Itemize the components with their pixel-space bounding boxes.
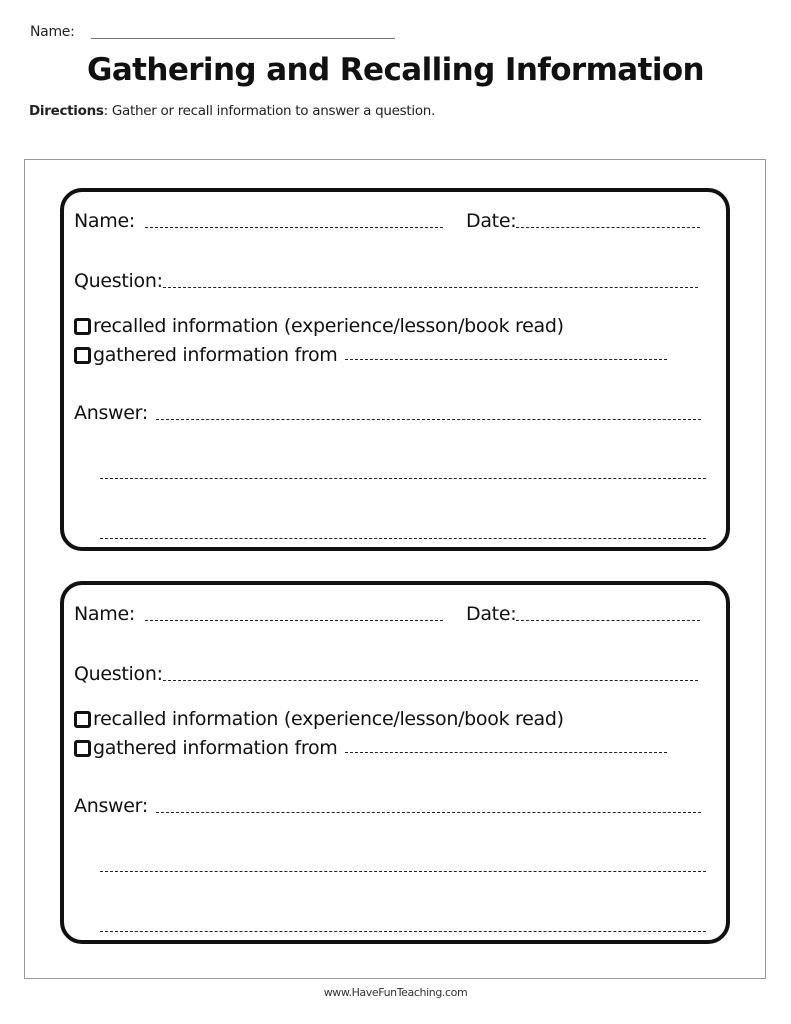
option-gathered-label: gathered information from	[93, 737, 338, 759]
card-name-field	[74, 210, 443, 232]
card-answer-field	[74, 402, 701, 424]
directions	[29, 103, 435, 119]
directions-text: : Gather or recall information to answer a question.	[103, 103, 436, 119]
card-question-blank[interactable]	[163, 287, 698, 288]
card-answer-label: Answer:	[74, 795, 148, 817]
response-card-2	[60, 581, 730, 944]
student-name-label: Name:	[30, 24, 75, 40]
card-name-label: Name:	[74, 210, 135, 232]
gathered-source-blank[interactable]	[345, 359, 667, 360]
card-answer-blank-1[interactable]	[156, 812, 701, 813]
card-answer-blank-2[interactable]	[100, 478, 706, 479]
response-card-1	[60, 188, 730, 551]
option-recalled-label: recalled information (experience/lesson/book read)	[93, 315, 564, 337]
option-gathered[interactable]	[74, 737, 667, 759]
checkbox-gathered[interactable]	[74, 347, 91, 364]
card-name-blank[interactable]	[145, 620, 443, 621]
card-question-label: Question:	[74, 663, 163, 685]
card-name-label: Name:	[74, 603, 135, 625]
card-question-blank[interactable]	[163, 680, 698, 681]
card-name-blank[interactable]	[145, 227, 443, 228]
card-answer-blank-3[interactable]	[100, 931, 706, 932]
card-answer-blank-1[interactable]	[156, 419, 701, 420]
checkbox-recalled[interactable]	[74, 711, 91, 728]
student-name-blank[interactable]	[91, 38, 395, 39]
gathered-source-blank[interactable]	[345, 752, 667, 753]
card-date-blank[interactable]	[516, 620, 700, 621]
option-recalled[interactable]	[74, 315, 564, 337]
option-recalled-label: recalled information (experience/lesson/book read)	[93, 708, 564, 730]
card-date-field	[466, 603, 700, 625]
card-date-label: Date:	[466, 603, 517, 625]
option-gathered-label: gathered information from	[93, 344, 338, 366]
card-answer-label: Answer:	[74, 402, 148, 424]
page-title: Gathering and Recalling Information	[86, 52, 705, 88]
checkbox-recalled[interactable]	[74, 318, 91, 335]
card-question-field	[74, 663, 698, 685]
card-name-field	[74, 603, 443, 625]
card-answer-blank-3[interactable]	[100, 538, 706, 539]
checkbox-gathered[interactable]	[74, 740, 91, 757]
directions-label: Directions	[29, 103, 104, 119]
card-answer-blank-2[interactable]	[100, 871, 706, 872]
card-date-blank[interactable]	[516, 227, 700, 228]
footer-website: www.HaveFunTeaching.com	[323, 986, 468, 999]
card-date-label: Date:	[466, 210, 517, 232]
card-question-label: Question:	[74, 270, 163, 292]
option-recalled[interactable]	[74, 708, 564, 730]
option-gathered[interactable]	[74, 344, 667, 366]
card-question-field	[74, 270, 698, 292]
card-date-field	[466, 210, 700, 232]
card-answer-field	[74, 795, 701, 817]
